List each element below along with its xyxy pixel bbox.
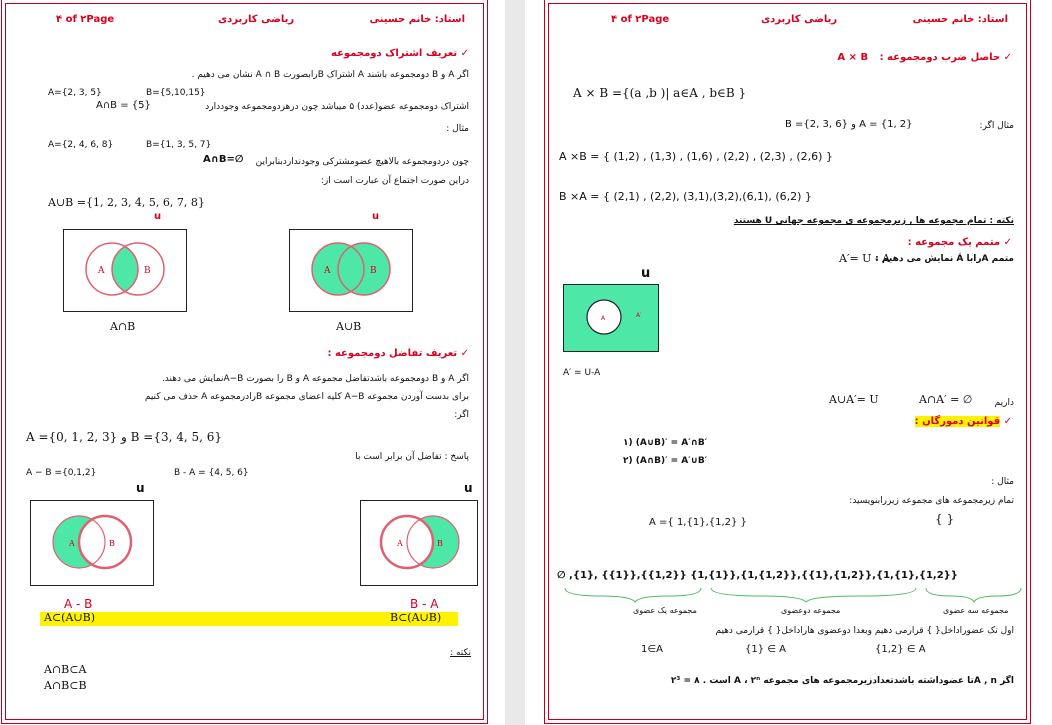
example2-question: تمام زیرمجموعه های مجموعه زیررابنویسید: [849, 496, 1014, 506]
difference-def-1: اگر A و B دومجموعه باشدتفاضل مجموعه A و B را بصورت A−Bنمایش می دهند. [161, 374, 469, 384]
venn-a-minus-b-svg [31, 501, 155, 587]
complement-formula: A′= U - A [839, 252, 891, 265]
identities-label: داریم [994, 398, 1014, 408]
set-b-label: B [437, 539, 443, 548]
set-a-label: A [601, 315, 606, 322]
header-subject: ریاضی کاربردی [218, 14, 295, 25]
demorgan-title: قوانین دمورگان : [914, 416, 1001, 427]
venn-intersection [63, 229, 187, 312]
set-b-label: B [370, 266, 377, 276]
intersection-title: تعریف اشتراک دومجموعه [331, 48, 458, 59]
demorgan-law-2: ۲) (A∩B)′ = A′∪B′ [623, 456, 708, 466]
intersection-explain: اشتراک دومجموعه عضو(عدد) ۵ میباشد چون درهردومجموعه وجوددارد [205, 102, 469, 112]
product-a-times-b: A ×B = { (1,2) , (1,3) , (1,6) , (2,2) , (2,3) , (2,6) } [559, 150, 833, 163]
product-b-times-a: B ×A = { (2,1) , (2,2), (3,1),(3,2),(6,1), (6,2) } [559, 190, 812, 203]
empty-intersection: A∩B=∅ [203, 154, 244, 165]
example2-note-2b: {1} ∈ A [745, 644, 786, 655]
difference-sets: A ={0, 1, 2, 3} و B ={3, 4, 5, 6} [26, 430, 223, 444]
union-result: A∪B ={1, 2, 3, 4, 5, 6, 7, 8} [48, 196, 205, 209]
example2-note-2a: 1∈A [641, 644, 663, 655]
note-label: نکته : [450, 648, 471, 658]
product-sets: B ={2, 3, 6} و A = {1, 2} [785, 119, 913, 130]
product-title: حاصل ضرب دومجموعه : [879, 52, 1001, 63]
intersection-set-b: B={5,10,15} [146, 88, 206, 98]
b-minus-a: B - A = {4, 5, 6} [174, 468, 249, 478]
note-2: A∩B⊂B [44, 679, 87, 692]
a-minus-b: A − B ={0,1,2} [26, 468, 97, 478]
label-b-minus-a: B - A [410, 597, 439, 611]
header-page: ۴ of ۲Page [611, 14, 670, 25]
product-symbol: A × B [837, 52, 869, 63]
example2-empty-braces: { } [935, 512, 955, 526]
venn-union-svg [290, 230, 414, 313]
group-label-1: مجموعه یک عضوی [633, 606, 697, 615]
difference-answer: پاسخ : تفاضل آن برابر است با [355, 452, 469, 462]
complement-def: متمم Aرابا Á نمایش می دهیم : [875, 254, 1014, 264]
group-braces [561, 584, 1026, 604]
check-icon: ✓ [460, 48, 469, 59]
set-b-label: B [109, 539, 115, 548]
document-page-right [548, 3, 1027, 720]
demorgan-law-1: ۱) (A∪B)′ = A′∩B′ [623, 438, 708, 448]
venn-intersection-svg [64, 230, 188, 313]
header-page: ۴ of ۲Page [56, 14, 115, 25]
product-note: نکته : تمام مجموعه ها , زیرمجموعه ی مجموعه جهانی U هستند [733, 216, 1014, 226]
intersection-heading [331, 48, 469, 59]
subset-a: A⊂(A∪B) [44, 611, 95, 624]
universe-label: u [464, 481, 473, 495]
set-a-label: A [69, 539, 75, 548]
universe-label: u [641, 266, 651, 281]
check-icon: ✓ [1003, 416, 1012, 427]
set-a-label: A [324, 266, 331, 276]
union-text: دراین صورت اجتماع آن عبارت است از: [320, 176, 469, 186]
universe-label: u [136, 481, 145, 495]
header-teacher: استاد: خانم حسینی [912, 14, 1008, 25]
complement-label: A′ [636, 312, 642, 319]
complement-heading [908, 237, 1012, 248]
group-label-2: مجموعه دوعضوی [781, 606, 841, 615]
check-icon: ✓ [1003, 52, 1012, 63]
universe-label: u [372, 211, 380, 222]
venn-union [289, 229, 413, 312]
venn-b-minus-a-svg [361, 501, 479, 587]
intersection-def: اگر A و B دومجموعه باشند A اشتراک Bرابصورت A ∩ B نشان می دهیم . [191, 70, 469, 80]
identity-union: A∪A′= U [829, 393, 879, 406]
set-a-label: A [98, 266, 105, 276]
difference-heading [327, 348, 469, 359]
demorgan-heading [915, 416, 1012, 427]
check-icon: ✓ [1003, 237, 1012, 248]
universe-label: u [154, 211, 162, 222]
complement-caption: A′ = U-A [563, 368, 601, 378]
venn-a-minus-b [30, 500, 154, 586]
group-label-3: مجموعه سه عضوی [943, 606, 1009, 615]
venn-complement [563, 284, 659, 352]
example-set-a: A={2, 4, 6, 8} [48, 140, 114, 150]
difference-def-2: برای بدست آوردن مجموعه A−B کلیه اعضای مجموعه Bرادرمجموعه A حذف می کنیم [144, 392, 469, 402]
product-example-label: مثال اگر: [979, 121, 1014, 131]
venn-complement-svg [564, 285, 660, 353]
note-1: A∩B⊂A [44, 663, 87, 676]
page-gutter [505, 0, 525, 725]
document-page-left [5, 3, 484, 720]
intersection-set-a: A={2, 3, 5} [48, 88, 102, 98]
if-label: اگر: [454, 410, 469, 420]
example-label: مثال : [446, 124, 469, 134]
set-b-label: B [144, 266, 151, 276]
label-a-minus-b: A - B [64, 597, 93, 611]
difference-title: تعریف تفاضل دومجموعه : [327, 348, 458, 359]
product-definition: A × B ={(a ,b )| a∈A , b∈B } [573, 86, 747, 100]
example2-label: مثال : [991, 477, 1014, 487]
example2-final: اگر A , nتا عضوداشته باشدتعدادزیرمجموعه های مجموعه A ، ۲ⁿ است . ۸ = ۲³ [670, 676, 1014, 686]
header-subject: ریاضی کاربردی [761, 14, 838, 25]
identity-intersection: A∩A′ = ∅ [919, 393, 973, 406]
intersection-explain-2: چون دردومجموعه بالاهیچ عضومشترکی وجودنداردبنابراین [255, 157, 469, 167]
header-teacher: استاد: خانم حسینی [369, 14, 465, 25]
product-heading [837, 52, 1012, 63]
set-a-label: A [397, 539, 403, 548]
venn-b-minus-a [360, 500, 478, 586]
check-icon: ✓ [460, 348, 469, 359]
caption-union: A∪B [336, 320, 362, 333]
example-set-b: B={1, 3, 5, 7} [146, 140, 212, 150]
example2-note-1: اول تک عضوراداخل{ } قرارمی دهیم وبعدا دوعضوی هاراداخل{ } قرارمی دهیم [715, 626, 1014, 636]
caption-intersection: A∩B [110, 320, 136, 333]
complement-title: متمم یک مجموعه : [907, 237, 1001, 248]
subset-b: B⊂(A∪B) [390, 611, 442, 624]
subsets-list: ∅ ,{1}, {{1}},{{1,2}} {1,{1}},{1,{1,2}},{{1},{1,2}},{1,{1},{1,2}} [557, 570, 958, 581]
example2-note-2c: {1,2} ∈ A [875, 644, 926, 655]
intersection-result: A∩B = {5} [96, 100, 151, 111]
example2-set: A ={ 1,{1},{1,2} } [649, 517, 747, 528]
